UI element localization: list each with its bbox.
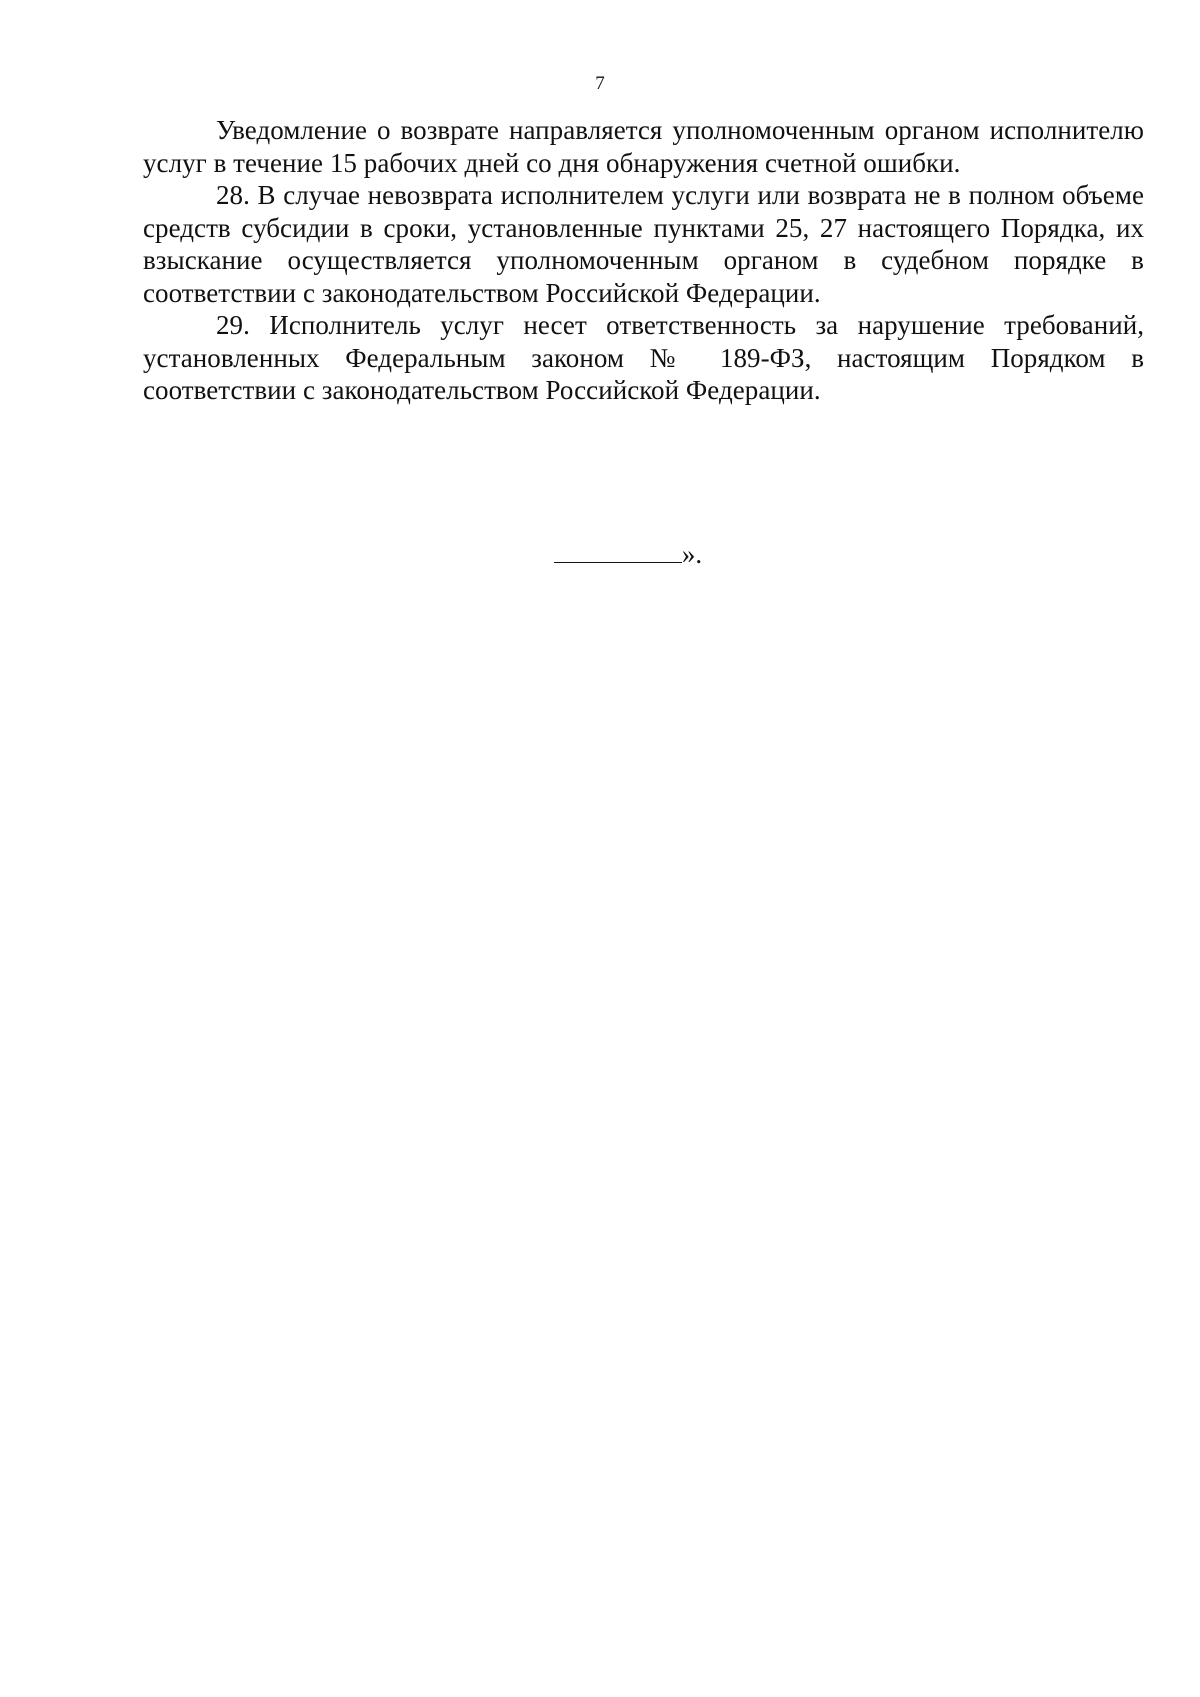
paragraph-28: 28. В случае невозврата исполнителем услуги или возврата не в полном объеме средств субсидии в сроки, установленные пунктами 25, 27 настоящего Порядка, их взыскание осуществляется уполномоченным органом в судебном порядке в соответствии с законодательством Российской Федерации. (143, 180, 1144, 308)
paragraph-29: 29. Исполнитель услуг несет ответственность за нарушение требований, установленных Федеральным законом № 189-ФЗ, настоящим Порядком в соответствии с законодательством Российской Федерации. (143, 310, 1144, 405)
closing-quote-mark: ». (681, 539, 703, 569)
closing-underline (554, 538, 682, 563)
page-number: 7 (595, 73, 605, 94)
closing-line-block (0, 538, 1200, 570)
document-body (143, 114, 1144, 407)
return-notice-paragraph: Уведомление о возврате направляется уполномоченным органом исполнителю услуг в течение 15 рабочих дней со дня обнаружения счетной ошибки. (143, 115, 1144, 178)
